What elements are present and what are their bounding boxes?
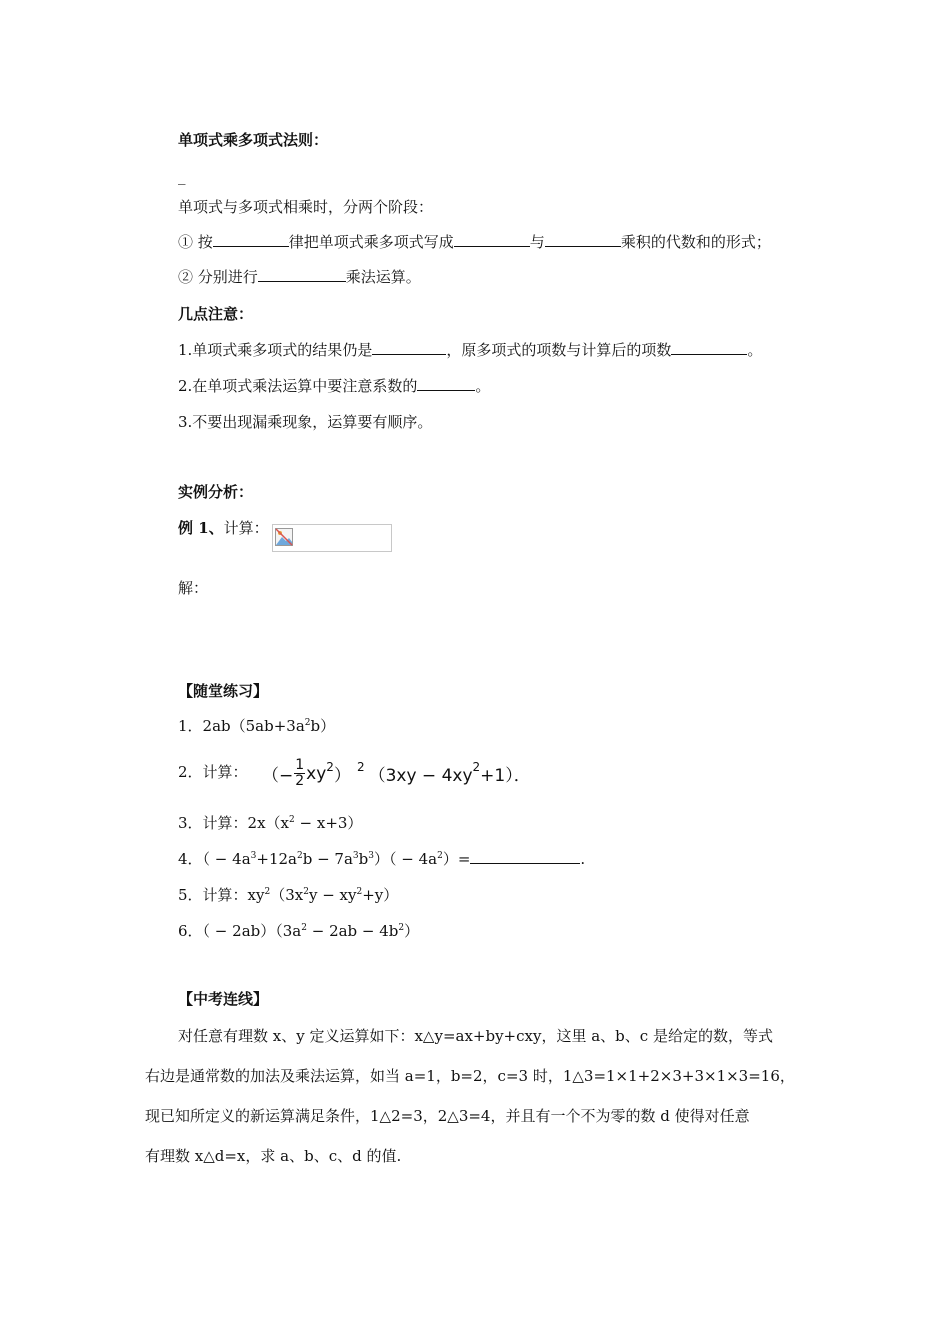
p4-e: ）（ − 4a: [374, 850, 438, 868]
blank-6: [671, 340, 747, 355]
p1-a: 1．2ab（5ab+3a: [178, 717, 305, 735]
step2-text-b: 乘法运算。: [345, 268, 421, 286]
note2-text-a: 2.在单项式乘法运算中要注意系数的: [178, 377, 418, 395]
p4-s3: 3: [352, 851, 359, 861]
rule-step-2: [178, 267, 421, 287]
practice-1: [178, 716, 335, 736]
p2-xy: xy: [306, 763, 327, 784]
exam-heading: 【中考连线】: [178, 990, 269, 1008]
practice-heading: 【随堂练习】: [178, 682, 269, 700]
blank-8: [470, 849, 580, 864]
rule-step-1: [178, 232, 771, 252]
practice-4: [178, 849, 585, 869]
blank-7: [417, 376, 475, 391]
exam-line-3: 现已知所定义的新运算满足条件，1△2=3，2△3=4，并且有一个不为零的数 d 使得对任意: [145, 1107, 750, 1125]
practice-2-label: 2．计算：: [178, 763, 248, 781]
exam-line-4: 有理数 x△d=x，求 a、b、c、d 的值.: [145, 1147, 402, 1165]
blank-2: [454, 232, 530, 247]
p5-b: （3x: [270, 886, 304, 904]
blank-4: [258, 267, 346, 282]
step1-text-c: 与: [529, 233, 545, 251]
note-1: [178, 340, 762, 360]
p5-s1: 2: [264, 887, 271, 897]
p4-s4: 3: [368, 851, 374, 861]
blank-3: [545, 232, 621, 247]
p2-sq3: 2: [472, 759, 481, 774]
solution-label: 解：: [178, 579, 209, 597]
p2-tail: +1）．: [480, 766, 531, 786]
p2-fraction: [294, 758, 305, 789]
p4-s1: 3: [250, 851, 257, 861]
p4-g: .: [580, 850, 586, 868]
p6-b: − 2ab − 4b: [306, 922, 399, 940]
example-heading: 实例分析：: [178, 483, 254, 501]
p6-c: ）: [404, 922, 420, 940]
p1-b: b）: [310, 717, 336, 735]
note1-text-c: 。: [747, 341, 763, 359]
p4-s2: 2: [296, 851, 303, 861]
step1-text-d: 乘积的代数和的形式；: [620, 233, 771, 251]
note-3: 3.不要出现漏乘现象，运算要有顺序。: [178, 413, 433, 431]
exam-line-1: 对任意有理数 x、y 定义运算如下：x△y=ax+by+cxy，这里 a、b、c 是给定的数，等式: [178, 1027, 773, 1045]
example-1-label: 例 1、: [178, 519, 224, 537]
step1-text-a: ① 按: [178, 233, 213, 251]
practice-2-formula: [262, 758, 531, 794]
p4-d: b: [358, 850, 369, 868]
p2-rest: （3xy − 4xy: [368, 766, 473, 786]
rule-intro: 单项式与多项式相乘时，分两个阶段：: [178, 198, 434, 216]
step1-text-b: 律把单项式乘多项式写成: [288, 233, 454, 251]
p2-lparen: （−: [262, 766, 294, 786]
p4-a: 4．（ − 4a: [178, 850, 251, 868]
p5-c: y − xy: [308, 886, 357, 904]
p2-sq2: 2: [356, 759, 365, 774]
p3-b: − x+3）: [294, 814, 363, 832]
practice-5: [178, 885, 398, 905]
broken-image-placeholder: [272, 524, 392, 552]
example-1-text: 计算：: [223, 519, 269, 537]
p5-a: 5．计算：xy: [178, 886, 265, 904]
p3-a: 3．计算：2x（x: [178, 814, 290, 832]
exam-line-2: 右边是通常数的加法及乘法运算，如当 a=1，b=2，c=3 时，1△3=1×1+2×3+3×1×3=16，: [145, 1067, 795, 1085]
blank-1: [213, 232, 289, 247]
practice-3: [178, 813, 362, 833]
p2-sq1: 2: [326, 759, 334, 774]
p6-s1: 2: [301, 923, 307, 933]
p5-s2: 2: [303, 887, 309, 897]
p6-a: 6．（ − 2ab）（3a: [178, 922, 302, 940]
p2-rparen: ）: [333, 766, 351, 786]
note1-text-a: 1.单项式乘多项式的结果仍是: [178, 341, 373, 359]
p4-c: b − 7a: [302, 850, 353, 868]
p6-s2: 2: [398, 923, 405, 933]
broken-image-icon: [275, 528, 293, 546]
note2-text-b: 。: [475, 377, 491, 395]
rule-dash: _: [178, 167, 186, 185]
note1-text-b: ，原多项式的项数与计算后的项数: [446, 341, 672, 359]
step2-text-a: ② 分别进行: [178, 268, 258, 286]
p4-s5: 2: [437, 851, 443, 861]
example-1: [178, 518, 269, 538]
p1-sup: 2: [304, 718, 311, 728]
p5-d: +y）: [362, 886, 399, 904]
blank-5: [372, 340, 446, 355]
practice-6: [178, 921, 419, 941]
p2-denominator: 2: [295, 773, 305, 789]
p4-b: +12a: [256, 850, 297, 868]
p3-sup: 2: [289, 815, 295, 825]
p2-numerator: 1: [295, 757, 305, 773]
p5-s3: 2: [356, 887, 363, 897]
rule-heading: 单项式乘多项式法则：: [178, 131, 329, 149]
notes-heading: 几点注意：: [178, 305, 254, 323]
p4-f: ）=: [442, 850, 471, 868]
note-2: [178, 376, 490, 396]
